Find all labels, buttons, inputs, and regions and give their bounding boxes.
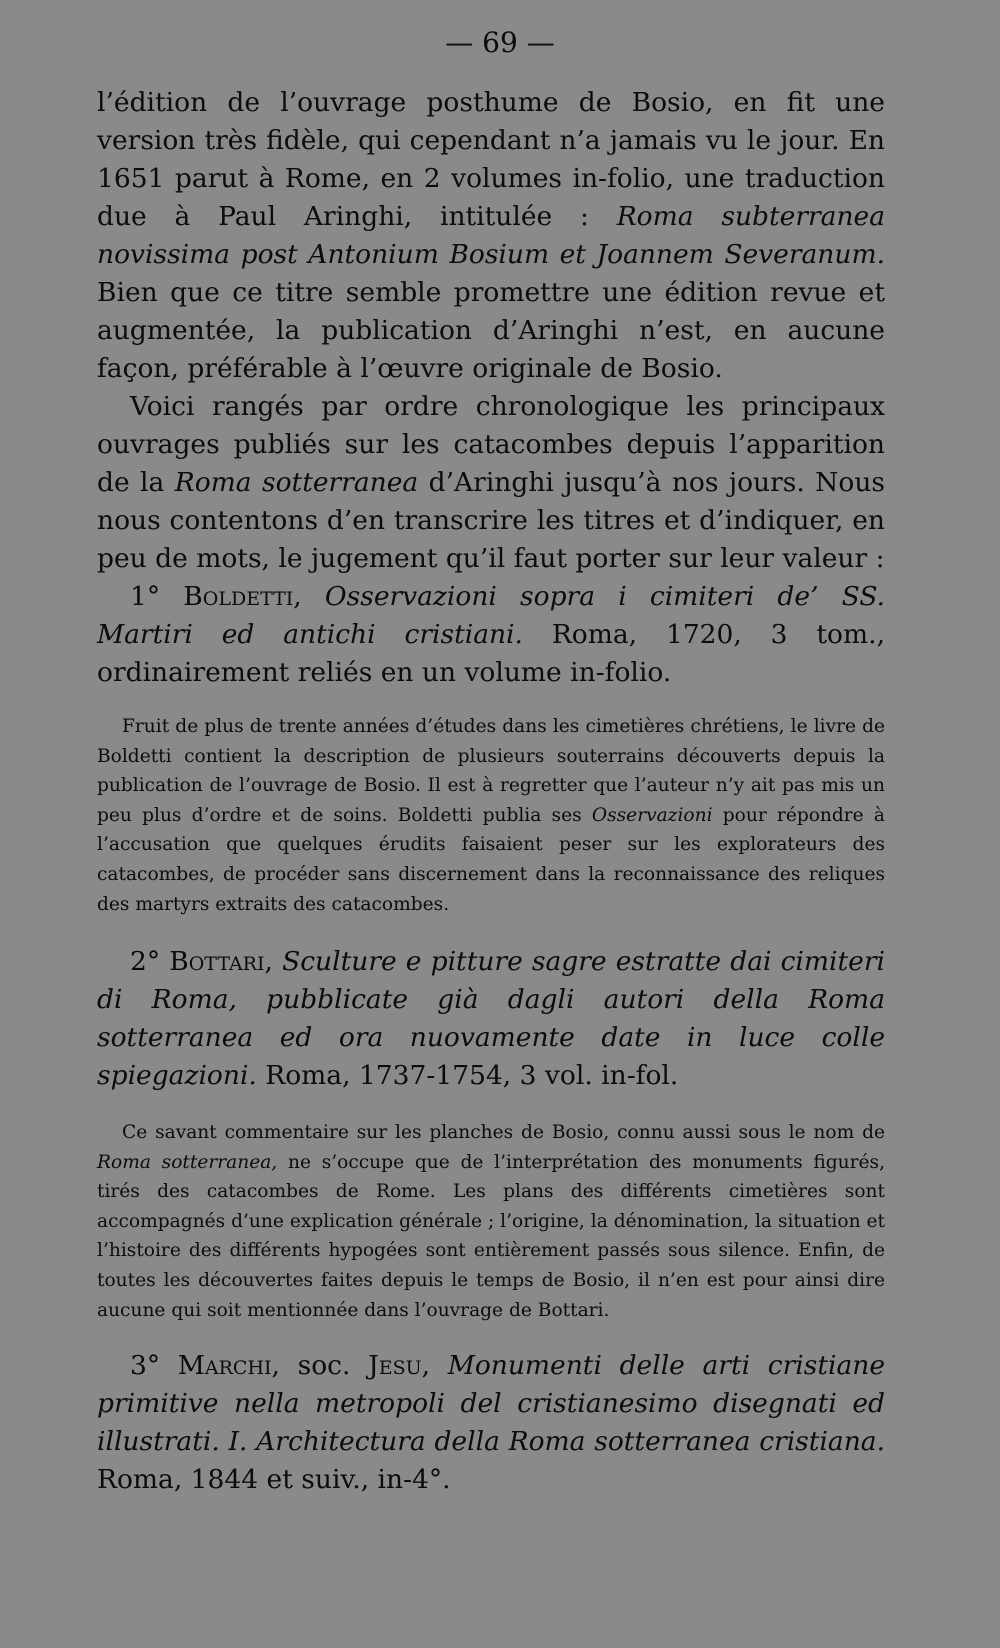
main-text-block-1	[97, 84, 885, 692]
title-italic: Sculture e pitture sagre estratte dai cimiteri di Roma, pubblicate già dagli autori della Roma sotterranea ed ora nuovamente date in luce colle spiegazioni.	[97, 946, 885, 1091]
paragraph-introduction	[97, 388, 885, 578]
entry-number: 2°	[130, 946, 170, 977]
note-paragraph	[97, 712, 885, 919]
text-run: , soc.	[271, 1350, 369, 1381]
entry-bottari	[97, 943, 885, 1095]
page-number: — 69 —	[445, 26, 555, 59]
text-run: l’édition de l’ouvrage posthume de Bosio, en fit une version très fidèle, qui cependant n’a jamais vu le jour. En 1651 parut à Rome, en 2 volumes in-folio, une traduction due à Paul Aringhi, intitulée :	[97, 87, 885, 232]
author-name: Bottari	[169, 946, 265, 977]
note-bottari	[97, 1118, 885, 1325]
note-paragraph	[97, 1118, 885, 1325]
text-run: Voici rangés par ordre chronologique les principaux ouvrages publiés sur les catacombes depuis l’apparition de la	[97, 391, 885, 498]
author-name: Boldetti	[183, 581, 294, 612]
text-run: ne s’occupe que de l’interprétation des monuments figurés, tirés des catacombes de Rome. Les plans des différents cimetières sont accompagnés d’une explication générale ; l’origine, la dénomination, la situation et l’histoire des différents hypogées sont entièrement passés sous silence. Enfin, de toutes les découvertes faites depuis le temps de Bosio, il n’en est pour ainsi dire aucune qui soit mentionnée dans l’ouvrage de Bottari.	[97, 1151, 885, 1321]
title-italic: Osservazioni	[591, 804, 713, 826]
text-run: pour répondre à l’accusation que quelques érudits faisaient peser sur les explorateurs des catacombes, de procéder sans discernement dans la reconnaissance des reliques des martyrs extraits des catacombes.	[97, 804, 885, 915]
title-italic: Monumenti delle arti cristiane primitive nella metropoli del cristianesimo disegnati ed illustrati. I. Architectura della Roma sotterranea cristiana.	[97, 1350, 885, 1457]
entry-boldetti	[97, 578, 885, 692]
entry-marchi	[97, 1347, 885, 1499]
title-italic: Roma sotterranea,	[97, 1151, 278, 1173]
title-italic: Roma sotterranea	[174, 467, 419, 498]
entry-number: 3°	[130, 1350, 178, 1381]
note-boldetti	[97, 712, 885, 919]
text-run: Roma, 1720, 3 tom., ordinairement reliés en un volume in-folio.	[97, 619, 885, 688]
author-name: Marchi	[177, 1350, 272, 1381]
text-run: Roma, 1844 et suiv., in-4°.	[97, 1464, 451, 1495]
text-run: Bien que ce titre semble promettre une édition revue et augmentée, la publication d’Aringhi n’est, en aucune façon, préférable à l’œuvre originale de Bosio.	[97, 277, 885, 384]
entry-paragraph	[97, 943, 885, 1095]
title-italic: Roma subterranea novissima post Antonium Bosium et Joannem Severanum.	[97, 201, 885, 270]
text-run: ,	[264, 946, 283, 977]
title-italic: Osservazioni sopra i cimiteri de’ SS. Martiri ed antichi cristiani.	[97, 581, 885, 650]
entry-number: 1°	[130, 581, 184, 612]
text-run: Roma, 1737-1754, 3 vol. in-fol.	[256, 1060, 679, 1091]
text-run: Ce savant commentaire sur les planches de Bosio, connu aussi sous le nom de	[122, 1122, 885, 1143]
entry-paragraph	[97, 1347, 885, 1499]
text-run: Fruit de plus de trente années d’études dans les cimetières chrétiens, le livre de Boldetti contient la description de plusieurs souterrains découverts depuis la publication de l’ouvrage de Bosio. Il est à regretter que l’auteur n’y ait pas mis un peu plus d’ordre et de soins. Boldetti publia ses	[97, 716, 885, 826]
paragraph-aringhi	[97, 84, 885, 388]
text-run: d’Aringhi jusqu’à nos jours. Nous nous contentons d’en transcrire les titres et d’indiquer, en peu de mots, le jugement qu’il faut porter sur leur valeur :	[97, 467, 885, 574]
author-name: Jesu	[368, 1350, 422, 1381]
text-run: ,	[293, 581, 325, 612]
text-run: ,	[421, 1350, 448, 1381]
